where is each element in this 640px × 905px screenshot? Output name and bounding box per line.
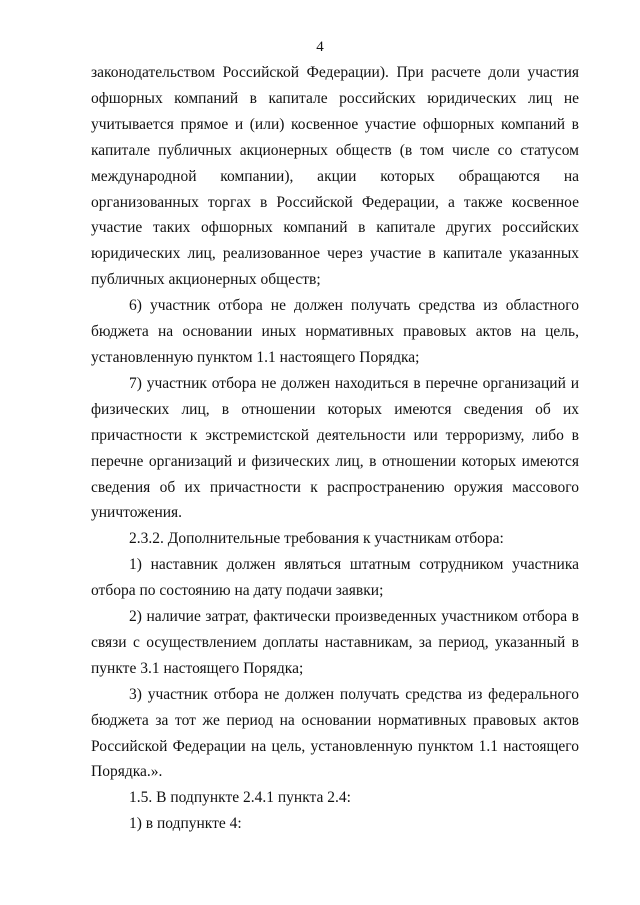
paragraph-item-7: 7) участник отбора не должен находиться в перечне организаций и физических лиц, в отношении которых имеются сведения об их причастности к экстремистской деятельности или терроризму, либо в перечне организаций и физических лиц, в отношении которых имеются сведения об их причастности к распространению оружия массового уничтожения. [91,374,579,522]
document-body [91,60,579,837]
paragraph-section-2-3-2: 2.3.2. Дополнительные требования к участникам отбора: [129,530,504,548]
paragraph-subitem-1: 1) в подпункте 4: [129,815,242,833]
paragraph-section-1-5: 1.5. В подпункте 2.4.1 пункта 2.4: [129,789,351,807]
page-number: 4 [316,39,324,55]
paragraph-offshore-participation: законодательством Российской Федерации). При расчете доли участия офшорных компаний в капитале российских юридических лиц не учитывается прямое и (или) косвенное участие офшорных компаний в капитале публичных акционерных обществ (в том числе со статусом международной компании), акции которых обращаются на организованных торгах в Российской Федерации, а также косвенное участие таких офшорных компаний в капитале других российских юридических лиц, реализованное через участие в капитале указанных публичных акционерных обществ; [91,64,579,289]
paragraph-additional-item-3: 3) участник отбора не должен получать средства из федерального бюджета за тот же период на основании нормативных правовых актов Российской Федерации на цель, установленную пунктом 1.1 настоящего Порядка.». [91,685,579,781]
paragraph-item-6: 6) участник отбора не должен получать средства из областного бюджета на основании иных нормативных правовых актов на цель, установленную пунктом 1.1 настоящего Порядка; [91,297,579,366]
paragraph-additional-item-1: 1) наставник должен являться штатным сотрудником участника отбора по состоянию на дату подачи заявки; [91,556,579,600]
paragraph-additional-item-2: 2) наличие затрат, фактически произведенных участником отбора в связи с осуществлением доплаты наставникам, за период, указанный в пункте 3.1 настоящего Порядка; [91,608,579,677]
